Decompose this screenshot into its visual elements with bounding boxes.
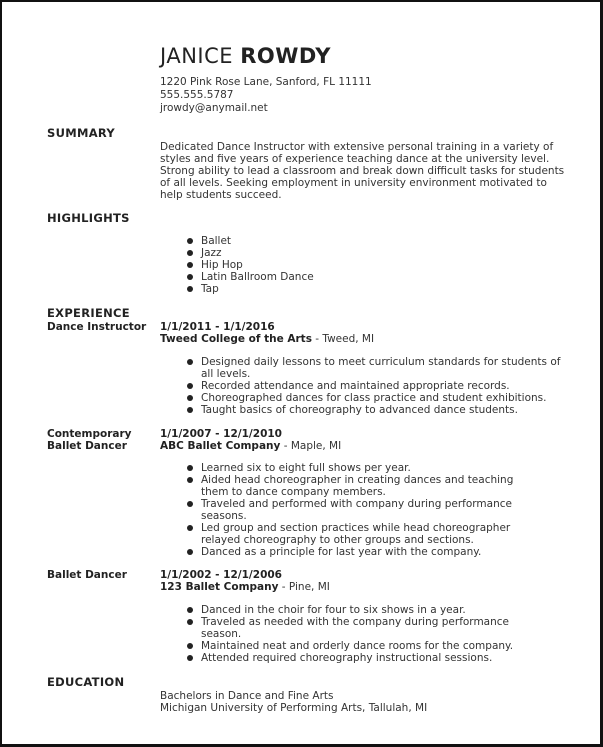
job-duties [187,462,532,558]
candidate-name [160,44,331,68]
job-dates: 1/1/2007 - 12/1/2010 [160,428,282,440]
job-title: Ballet Dancer [47,569,127,581]
email: jrowdy@anymail.net [160,102,268,115]
list-item: Jazz [187,247,314,259]
list-item: Ballet [187,235,314,247]
company-location: - Pine, MI [278,581,330,593]
company-location: - Tweed, MI [311,333,375,345]
list-item: Traveled as needed with the company during performance season. [187,616,532,640]
list-item: Recorded attendance and maintained appropriate records. [187,380,562,392]
list-item: Taught basics of choreography to advanced dance students. [187,404,562,416]
job-company [160,440,341,452]
education-heading: EDUCATION [47,675,125,689]
job-title: Contemporary Ballet Dancer [47,428,132,452]
phone: 555.555.5787 [160,89,234,102]
job-dates: 1/1/2002 - 12/1/2006 [160,569,282,581]
address: 1220 Pink Rose Lane, Sanford, FL 11111 [160,76,372,88]
highlights-list [187,235,314,295]
list-item: Aided head choreographer in creating dances and teaching them to dance company members. [187,474,532,498]
education-details [160,690,570,714]
list-item: Designed daily lessons to meet curriculum standards for students of all levels. [187,356,562,380]
list-item: Danced as a principle for last year with the company. [187,546,532,558]
job-company [160,581,330,593]
company-name: ABC Ballet Company [160,440,281,452]
list-item: Tap [187,283,314,295]
company-location: - Maple, MI [280,440,342,452]
job-duties [187,604,532,664]
summary-heading: SUMMARY [47,126,116,140]
experience-heading: EXPERIENCE [47,306,130,320]
list-item: Led group and section practices while head choreographer relayed choreography to other groups and sections. [187,522,532,546]
list-item: Maintained neat and orderly dance rooms for the company. [187,640,532,652]
list-item: Danced in the choir for four to six shows in a year. [187,604,532,616]
list-item: Traveled and performed with company during performance seasons. [187,498,532,522]
job-title: Dance Instructor [47,321,147,333]
job-duties [187,356,562,416]
highlights-heading: HIGHLIGHTS [47,211,130,225]
contact-info [160,76,372,116]
last-name: ROWDY [240,44,332,68]
job-dates: 1/1/2011 - 1/1/2016 [160,321,275,333]
first-name: JANICE [160,44,234,68]
list-item: Choreographed dances for class practice and student exhibitions. [187,392,562,404]
company-name: Tweed College of the Arts [160,333,312,345]
list-item: Learned six to eight full shows per year. [187,462,532,474]
list-item: Hip Hop [187,259,314,271]
degree: Bachelors in Dance and Fine Arts [160,690,334,702]
school: Michigan University of Performing Arts, Tallulah, MI [160,702,428,714]
summary-text: Dedicated Dance Instructor with extensive personal training in a variety of styles and five years of experience teaching dance at the university level. Strong ability to lead a classroom and break down difficult tasks for students of all levels. Seeking employment in university environment motivated to help students succeed. [160,141,565,201]
company-name: 123 Ballet Company [160,581,279,593]
list-item: Attended required choreography instructional sessions. [187,652,532,664]
job-company [160,333,374,345]
list-item: Latin Ballroom Dance [187,271,314,283]
